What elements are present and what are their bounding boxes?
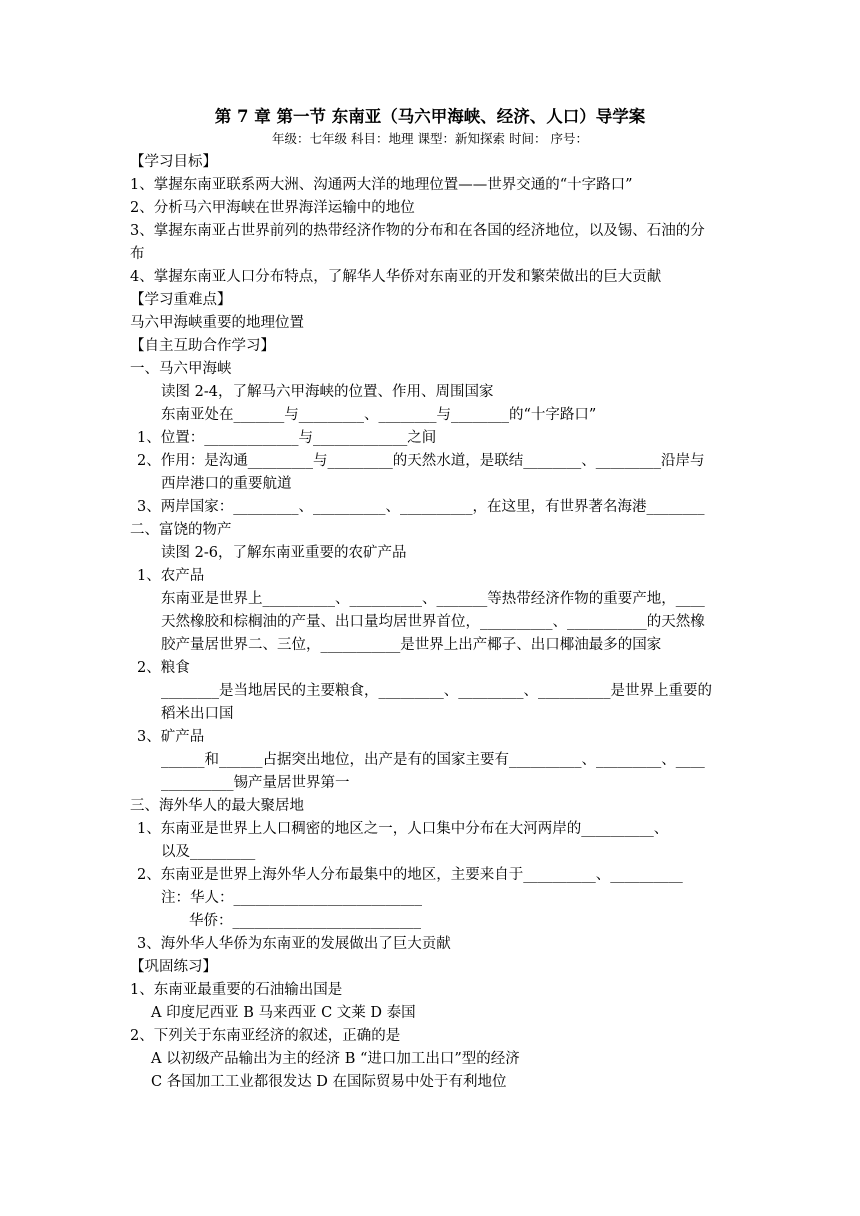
part-1-heading: 一、马六甲海峡 bbox=[130, 361, 232, 377]
part-2-heading: 二、富饶的物产 bbox=[130, 522, 232, 538]
fill-line: 2、作用：是沟通_________与_________的天然水道，是联结________、_________沿岸与 bbox=[137, 453, 705, 469]
section-heading-practice: 【巩固练习】 bbox=[130, 959, 217, 975]
section-heading-study: 【自主互助合作学习】 bbox=[130, 338, 275, 354]
question-2-options-ab: A 以初级产品输出为主的经济 B “进口加工出口”型的经济 bbox=[151, 1051, 520, 1067]
fill-line: 2、东南亚是世界上海外华人分布最集中的地区，主要来自于__________、__________ bbox=[137, 867, 683, 883]
objective-3: 3、掌握东南亚占世界前列的热带经济作物的分布和在各国的经济地位，以及锡、石油的分 bbox=[130, 223, 705, 239]
note-huaren: 注：华人：__________________________ bbox=[161, 890, 422, 906]
fill-line-cont: 西岸港口的重要航道 bbox=[161, 476, 292, 492]
question-2: 2、下列关于东南亚经济的叙述，正确的是 bbox=[130, 1028, 401, 1044]
question-2-options-cd: C 各国加工工业都很发达 D 在国际贸易中处于有利地位 bbox=[151, 1074, 507, 1090]
statement: 3、海外华人华侨为东南亚的发展做出了巨大贡献 bbox=[137, 936, 451, 952]
fill-line: 1、东南亚是世界上人口稠密的地区之一，人口集中分布在大河两岸的__________、 bbox=[137, 821, 669, 837]
subheading-agriculture: 1、农产品 bbox=[137, 568, 205, 584]
fill-line: 东南亚处在_______与_________、________与________的“十字路口” bbox=[161, 407, 597, 423]
fill-line: 3、两岸国家：_________、__________、__________，在这里，有世界著名海港________ bbox=[137, 499, 705, 515]
fill-line-cont: 稻米出口国 bbox=[161, 706, 234, 722]
objective-4: 4、掌握东南亚人口分布特点，了解华人华侨对东南亚的开发和繁荣做出的巨大贡献 bbox=[130, 269, 662, 285]
section-heading-key-points: 【学习重难点】 bbox=[130, 292, 232, 308]
part-3-heading: 三、海外华人的最大聚居地 bbox=[130, 798, 304, 814]
objective-1: 1、掌握东南亚联系两大洲、沟通两大洋的地理位置——世界交通的“十字路口” bbox=[130, 177, 633, 193]
fill-line: 东南亚是世界上__________、__________、_______等热带经济作物的重要产地，____ bbox=[161, 591, 705, 607]
key-point: 马六甲海峡重要的地理位置 bbox=[130, 315, 304, 331]
fill-line-cont: 以及_________ bbox=[161, 844, 256, 860]
header-meta: 年级：七年级 科目：地理 课型：新知探索 时间： 序号： bbox=[272, 131, 588, 146]
fill-line-cont: 天然橡胶和棕榈油的产量、出口量均居世界首位，__________、___________的天然橡 bbox=[161, 614, 705, 630]
reading-instruction-2: 读图 2-6，了解东南亚重要的农矿产品 bbox=[161, 545, 407, 561]
objective-3-cont: 布 bbox=[130, 246, 145, 262]
question-1: 1、东南亚最重要的石油输出国是 bbox=[130, 982, 343, 998]
page-title: 第 7 章 第一节 东南亚（马六甲海峡、经济、人口）导学案 bbox=[214, 107, 646, 126]
objective-2: 2、分析马六甲海峡在世界海洋运输中的地位 bbox=[130, 200, 415, 216]
reading-instruction-1: 读图 2-4，了解马六甲海峡的位置、作用、周围国家 bbox=[161, 384, 494, 400]
section-heading-objectives: 【学习目标】 bbox=[130, 154, 217, 170]
fill-line: 1、位置：_____________与_____________之间 bbox=[137, 430, 437, 446]
note-huaqiao: 华侨：__________________________ bbox=[189, 913, 421, 929]
question-1-options: A 印度尼西亚 B 马来西亚 C 文莱 D 泰国 bbox=[151, 1005, 416, 1021]
fill-line-cont: 胶产量居世界二、三位，___________是世界上出产椰子、出口椰油最多的国家 bbox=[161, 637, 662, 653]
fill-line-cont: __________锡产量居世界第一 bbox=[161, 775, 350, 791]
fill-line: ________是当地居民的主要粮食，_________、_________、__________是世界上重要的 bbox=[161, 683, 712, 699]
subheading-grain: 2、粮食 bbox=[137, 660, 190, 676]
fill-line: ______和______占据突出地位，出产是有的国家主要有__________、_________、____ bbox=[161, 752, 705, 768]
subheading-minerals: 3、矿产品 bbox=[137, 729, 205, 745]
